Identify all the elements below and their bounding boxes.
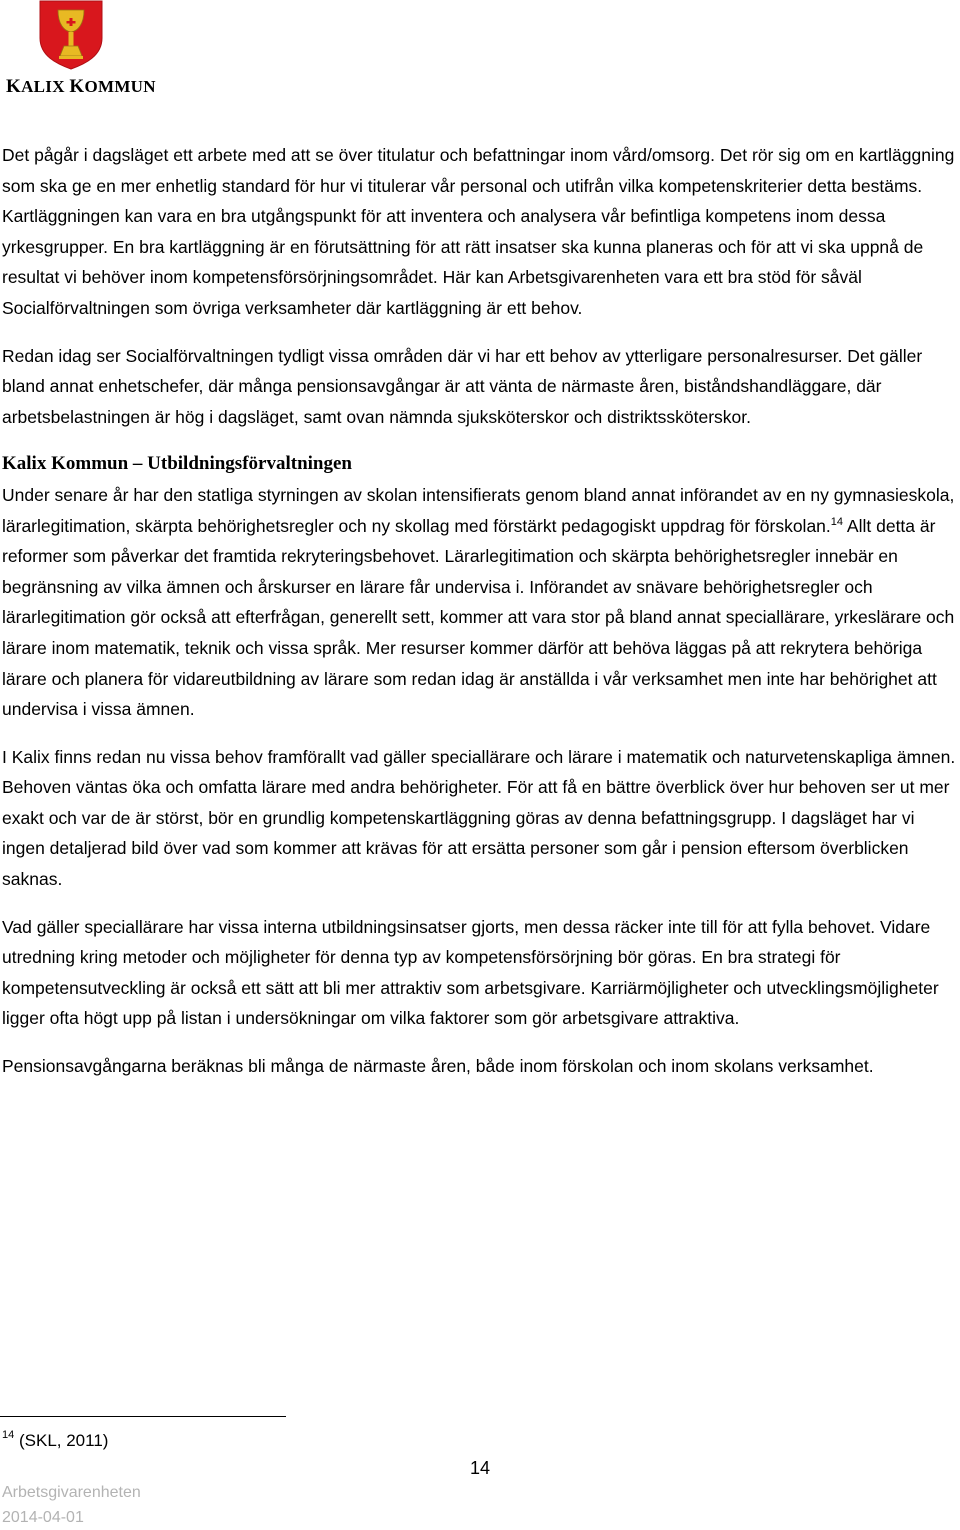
footnote-reference: 14 <box>830 515 844 528</box>
paragraph: I Kalix finns redan nu vissa behov framförallt vad gäller speciallärare och lärare i matematik och naturvetenskapliga ämnen. Behoven väntas öka och omfatta lärare med andra behörigheter. För att få en bättre överblick över hur behoven ser ut mer exakt och var de är störst, bör en grundlig kompetenskartläggning göras av denna befattningsgrupp. I dagsläget har vi ingen detaljerad bild över vad som kommer att krävas för att ersätta personer som går i pension eftersom överblicken saknas. <box>2 746 956 890</box>
footer-date: 2014-04-01 <box>2 1509 84 1526</box>
paragraph: Redan idag ser Socialförvaltningen tydligt vissa områden där vi har ett behov av ytterligare personalresurser. Det gäller bland annat enhetschefer, där många pensionsavgångar är att vänta de närmaste åren, biståndshandläggare, där arbetsbelastningen är hög i dagsläget, samt ovan nämnda sjuksköterskor och distriktssköterskor. <box>2 345 923 427</box>
footnote-number: 14 <box>2 1429 15 1441</box>
paragraph: Pensionsavgångarna beräknas bli många de närmaste åren, både inom förskolan och inom skolans verksamhet. <box>2 1056 874 1077</box>
page-number: 14 <box>470 1458 491 1478</box>
paragraph: Under senare år har den statliga styrningen av skolan intensifierats genom bland annat införandet av en ny gymnasieskola, lärarlegitimation, skärpta behörighetsregler och ny skollag med förstärkt pedagogiskt uppdrag för förskolan.$^{14}$ Allt detta är reformer som påverkar det framtida rekryteringsbehovet. Lärarlegitimation och skärpta behörighetsregler innebär en begränsning av vilka ämnen och årskurser en lärare får undervisa i. Införandet av snävare behörighetsregler och lärarlegitimation gör också att efterfrågan, generellt sett, kommer att vara stor på bland annat speciallärare, yrkeslärare och lärare inom matematik, teknik och vissa språk. Mer resurser kommer därför att behöva läggas på att rekrytera behöriga lärare och planera för vidareutbildning av lärare som redan idag är anställda i vår verksamhet men inte har behörighet att undervisa i vissa ämnen. <box>2 484 955 720</box>
footnote <box>2 1426 108 1456</box>
footnote-separator <box>0 1416 286 1417</box>
chalice-coat-of-arms-icon <box>38 0 104 70</box>
document-body <box>2 140 958 1099</box>
footer-department: Arbetsgivarenheten <box>2 1484 141 1501</box>
organisation-name: KALIX KOMMUN <box>6 76 156 97</box>
kalix-kommun-logo <box>0 0 170 100</box>
section-heading: Kalix Kommun – Utbildningsförvaltningen <box>2 453 352 475</box>
paragraph: Det pågår i dagsläget ett arbete med att se över titulatur och befattningar inom vård/omsorg. Det rör sig om en kartläggning som ska ge en mer enhetlig standard för hur vi titulerar vår personal och utifrån vilka kompetenskriterier detta bestäms. Kartläggningen kan vara en bra utgångspunkt för att inventera och analysera vår befintliga kompetens inom dessa yrkesgrupper. En bra kartläggning är en förutsättning för att rätt insatser ska kunna planeras och för att vi ska uppnå de resultat vi behöver inom kompetensförsörjningsområdet. Här kan Arbetsgivarenheten vara ett bra stöd för såväl Socialförvaltningen som övriga verksamheter där kartläggning är ett behov. <box>2 145 955 318</box>
paragraph: Vad gäller speciallärare har vissa interna utbildningsinsatser gjorts, men dessa räcker inte till för att fylla behovet. Vidare utredning kring metoder och möjligheter för denna typ av kompetensförsörjning bör göras. En bra strategi för kompetensutveckling är också ett sätt att bli mer attraktiv som arbetsgivare. Karriärmöjligheter och utvecklingsmöjligheter ligger ofta högt upp på listan i undersökningar om vilka faktorer som gör arbetsgivare attraktiva. <box>2 916 939 1029</box>
page-footer <box>2 1480 141 1530</box>
footnote-text: (SKL, 2011) <box>18 1431 109 1450</box>
